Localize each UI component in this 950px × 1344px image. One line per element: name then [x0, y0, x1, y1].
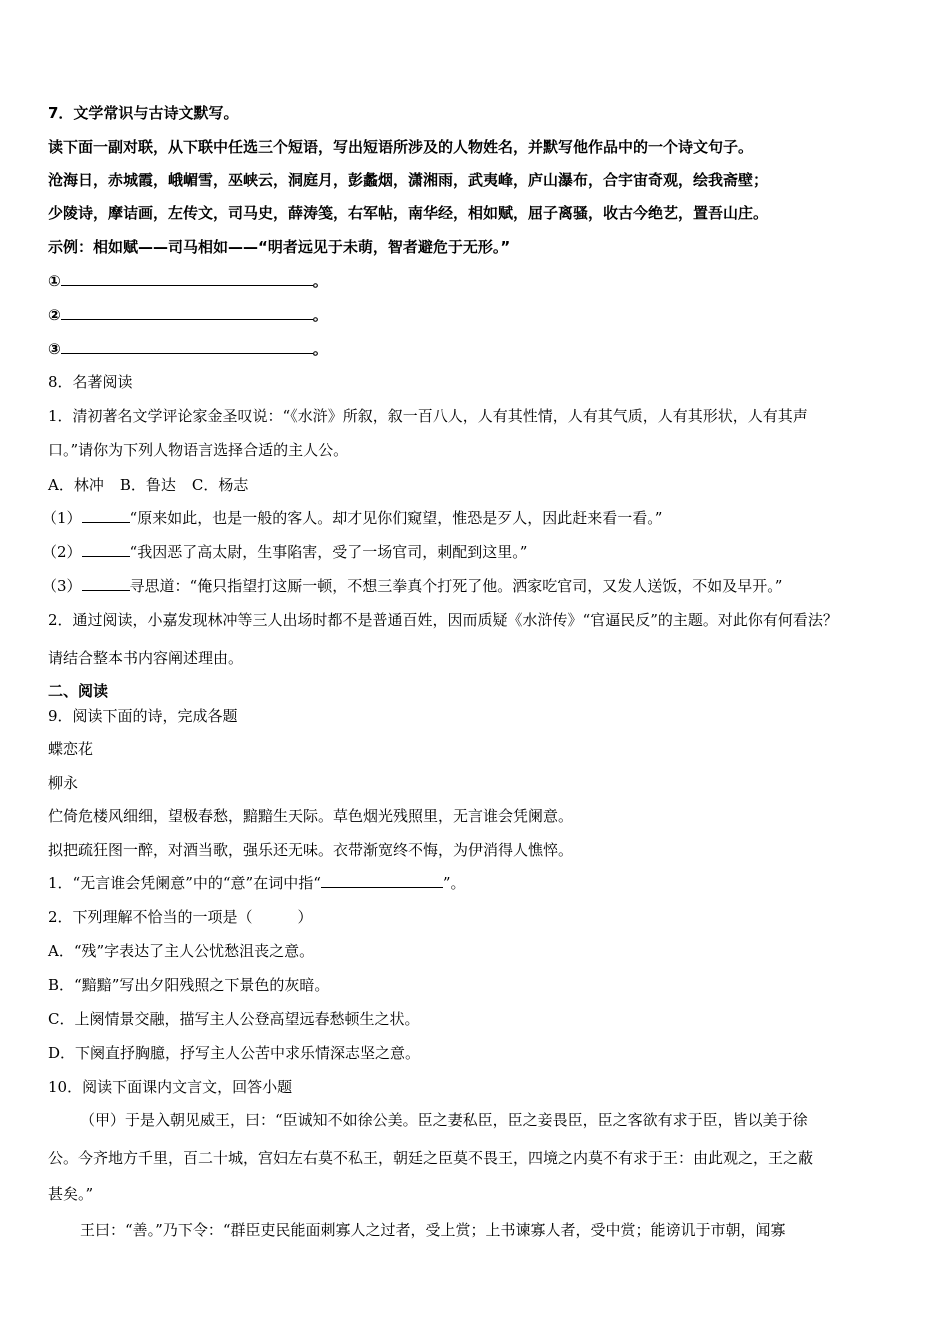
q10-para2-line1: 王曰：“善。”乃下令：“群臣吏民能面刺寡人之过者，受上赏；上书谏寡人者，受中赏；能谤讥于市朝，闻寡 — [80, 1221, 786, 1239]
q7-instruction: 读下面一副对联，从下联中任选三个短语，写出短语所涉及的人物姓名，并默写他作品中的一个诗文句子。 — [48, 138, 754, 156]
q9-sub2: 2．下列理解不恰当的一项是（ ） — [48, 908, 313, 926]
q7-example: 示例：相如赋——司马相如——“明者远见于未萌，智者避危于无形。” — [48, 238, 511, 256]
q7-answer-line-3 — [48, 339, 328, 359]
option-b: B．鲁达 — [119, 476, 176, 494]
answer-blank[interactable] — [321, 873, 443, 888]
q7-answer-line-2 — [48, 305, 328, 325]
answer-number: ③ — [48, 340, 61, 358]
q9-option-b: B．“黯黯”写出夕阳残照之下景色的灰暗。 — [48, 976, 330, 994]
item-text: “我因恶了高太尉，生事陷害，受了一场官司，刺配到这里。” — [129, 543, 528, 561]
q9-option-a: A．“残”字表达了主人公忧愁沮丧之意。 — [48, 942, 315, 960]
q9-sub1 — [48, 873, 466, 893]
item-text: “原来如此，也是一般的客人。却才见你们窥望，惟恐是歹人，因此赶来看一看。” — [129, 509, 663, 527]
poem-title: 蝶恋花 — [48, 740, 94, 758]
q8-part2-line1: 2．通过阅读，小嘉发现林冲等三人出场时都不是普通百姓，因而质疑《水浒传》“官逼民反”的主题。对此你有何看法？ — [48, 611, 838, 629]
q10-para1-line1: （甲）于是入朝见威王，曰：“臣诚知不如徐公美。臣之妻私臣，臣之妾畏臣，臣之客欲有求于臣，皆以美于徐 — [80, 1111, 808, 1129]
q7-title: 7．文学常识与古诗文默写。 — [48, 104, 239, 122]
q8-part2-line2: 请结合整本书内容阐述理由。 — [48, 649, 244, 667]
q7-couplet-lower: 少陵诗，摩诘画，左传文，司马史，薛涛笺，右军帖，南华经，相如赋，屈子离骚，收古今绝艺，置吾山庄。 — [48, 204, 769, 222]
answer-blank[interactable] — [82, 576, 130, 591]
answer-blank[interactable] — [82, 508, 130, 523]
q8-item-1 — [42, 508, 662, 528]
answer-number: ② — [48, 306, 61, 324]
answer-blank[interactable] — [61, 339, 313, 354]
option-c: C．杨志 — [191, 476, 249, 494]
q8-item-2 — [42, 542, 527, 562]
q10-title: 10．阅读下面课内文言文，回答小题 — [48, 1078, 293, 1096]
poem-verse-2: 拟把疏狂图一醉，对酒当歌，强乐还无味。衣带渐宽终不悔，为伊消得人憔悴。 — [48, 841, 574, 859]
answer-suffix: 。 — [312, 272, 328, 290]
q8-item-3 — [42, 576, 782, 596]
q7-answer-line-1 — [48, 271, 328, 291]
poem-verse-1: 伫倚危楼风细细，望极春愁，黯黯生天际。草色烟光残照里，无言谁会凭阑意。 — [48, 807, 574, 825]
q8-part1-line1: 1．清初著名文学评论家金圣叹说：“《水浒》所叙，叙一百八人，人有其性情，人有其气质，人有其形状，人有其声 — [48, 407, 808, 425]
item-number: （2） — [42, 543, 82, 561]
q10-para1-line2: 公。今齐地方千里，百二十城，宫妇左右莫不私王，朝廷之臣莫不畏王，四境之内莫不有求于王：由此观之，王之蔽 — [48, 1149, 814, 1167]
q10-para1-line3: 甚矣。” — [48, 1185, 94, 1203]
q8-options — [48, 475, 248, 495]
option-a: A．林冲 — [48, 476, 104, 494]
item-number: （3） — [42, 577, 82, 595]
item-number: （1） — [42, 509, 82, 527]
sub-question-text: 1．“无言谁会凭阑意”中的“意”在词中指“ — [48, 874, 321, 892]
answer-blank[interactable] — [61, 271, 313, 286]
q8-part1-line2: 口。”请你为下列人物语言选择合适的主人公。 — [48, 441, 349, 459]
poem-author: 柳永 — [48, 774, 79, 792]
sub-question-suffix: ”。 — [442, 874, 466, 892]
answer-blank[interactable] — [82, 542, 130, 557]
q9-title: 9．阅读下面的诗，完成各题 — [48, 707, 238, 725]
answer-suffix: 。 — [312, 340, 328, 358]
answer-blank[interactable] — [61, 305, 313, 320]
q8-title: 8．名著阅读 — [48, 373, 133, 391]
q7-couplet-upper: 沧海日，赤城霞，峨嵋雪，巫峡云，洞庭月，彭蠡烟，潇湘雨，武夷峰，庐山瀑布，合宇宙奇观，绘我斋壁； — [48, 171, 769, 189]
item-text: 寻思道：“俺只指望打这厮一顿，不想三拳真个打死了他。洒家吃官司，又发人送饭，不如及早开。” — [129, 577, 783, 595]
section-heading: 二、阅读 — [48, 682, 109, 700]
q9-option-c: C．上阕情景交融，描写主人公登高望远春愁顿生之状。 — [48, 1010, 420, 1028]
q9-option-d: D．下阕直抒胸臆，抒写主人公苦中求乐情深志坚之意。 — [48, 1044, 421, 1062]
answer-number: ① — [48, 272, 61, 290]
answer-suffix: 。 — [312, 306, 328, 324]
